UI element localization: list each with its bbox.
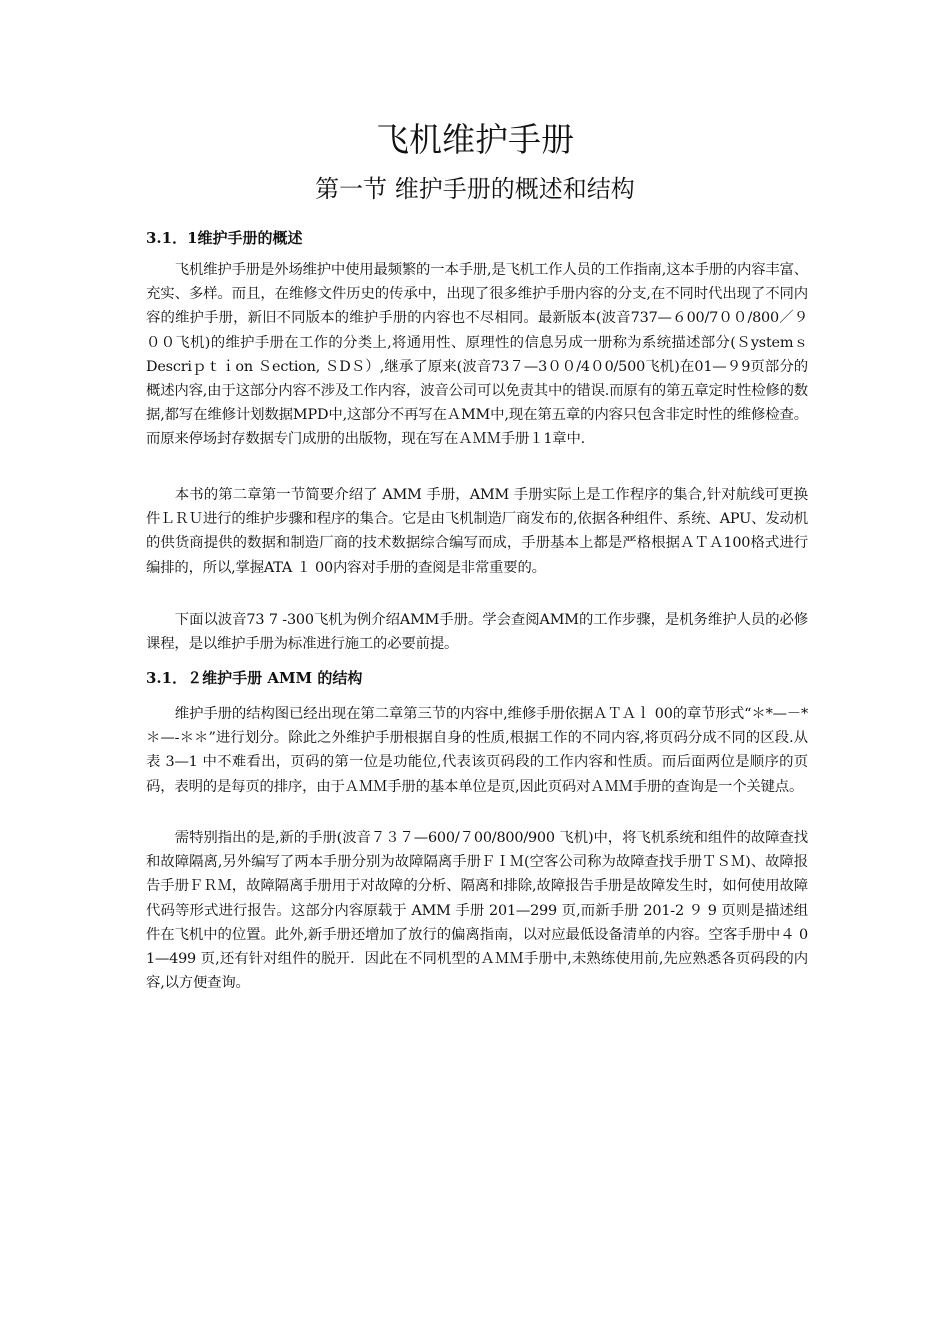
heading-overview: 3.1．1维护手册的概述 [146,229,303,247]
paragraph-overview-2: 本书的第二章第一节简要介绍了 AMM 手册，AMM 手册实际上是工作程序的集合,针对航线可更换件ＬＲＵ进行的维护步骤和程序的集合。它是由飞机制造厂商发布的,依据各种组件、系统、APU、发动机的供货商提供的数据和制造厂商的技术数据综合编写而成，手册基本上都是严格根据ＡＴＡ100格式进行编排的，所以,掌握ATA １ 00内容对手册的查阅是非常重要的。 [146,487,808,576]
paragraph-structure-1: 维护手册的结构图已经出现在第二章第三节的内容中,维修手册依据ＡＴＡｌ 00的章节形式“＊*—－*＊—-＊＊”进行划分。除此之外维护手册根据自身的性质,根据工作的不同内容,将页码分成不同的区段.从表 3—1 中不难看出，页码的第一位是功能位,代表该页码段的工作内容和性质。而后面两位是顺序的页码，表明的是每页的排序，由于ＡＭＭ手册的基本单位是页,因此页码对ＡＭＭ手册的查询是一个关键点。 [146,706,808,795]
paragraph-structure-2: 需特别指出的是,新的手册(波音７３７—600/７00/800/900 飞机)中，将飞机系统和组件的故障查找和故障隔离,另外编写了两本手册分别为故障隔离手册ＦＩＭ(空客公司称为故障查找手册ＴＳＭ)、故障报告手册ＦＲＭ，故障隔离手册用于对故障的分析、隔离和排除,故障报告手册是故障发生时，如何使用故障代码等形式进行报告。这部分内容原载于 AMM 手册 201—299 页,而新手册 201-2 ９ 9 页则是描述组件在飞机中的位置。此外,新手册还增加了放行的偏离指南，以对应最低设备清单的内容。空客手册中４ 0 1—499 页,还有针对组件的脱开．因此在不同机型的ＡＭＭ手册中,未熟练使用前,先应熟悉各页码段的内容,以方便查询。 [146,830,808,992]
section-title: 第一节 维护手册的概述和结构 [315,175,635,203]
paragraph-overview-3: 下面以波音73 7 -300飞机为例介绍AMM手册。学会查阅AMM的工作步骤，是机务维护人员的必修课程，是以维护手册为标准进行施工的必要前提。 [146,612,808,653]
paragraph-overview-1: 飞机维护手册是外场维护中使用最频繁的一本手册,是飞机工作人员的工作指南,这本手册的内容丰富、充实、多样。而且，在维修文件历史的传承中，出现了很多维护手册内容的分支,在不同时代出现了不同内容的维护手册，新旧不同版本的维护手册的内容也不尽相同。最新版本(波音737—６00/7００/800／９００飞机)的维护手册在工作的分类上,将通用性、原理性的信息另成一册称为系统描述部分(Ｓystemｓ Descriｐｔｉon Ｓection, ＳDＳ）,继承了原来(波音73７—3００/4０0/500飞机)在01—９9页部分的概述内容,由于这部分内容不涉及工作内容，波音公司可以免责其中的错误.而原有的第五章定时性检修的数据,都写在维修计划数据MPD中,这部分不再写在ＡMM中,现在第五章的内容只包含非定时性的维修检查。而原来停场封存数据专门成册的出版物，现在写在ＡＭＭ手册１1章中. [146,262,808,448]
heading-structure: 3.1．２维护手册 AMM 的结构 [146,669,363,687]
document-title: 飞机维护手册 [376,120,574,159]
